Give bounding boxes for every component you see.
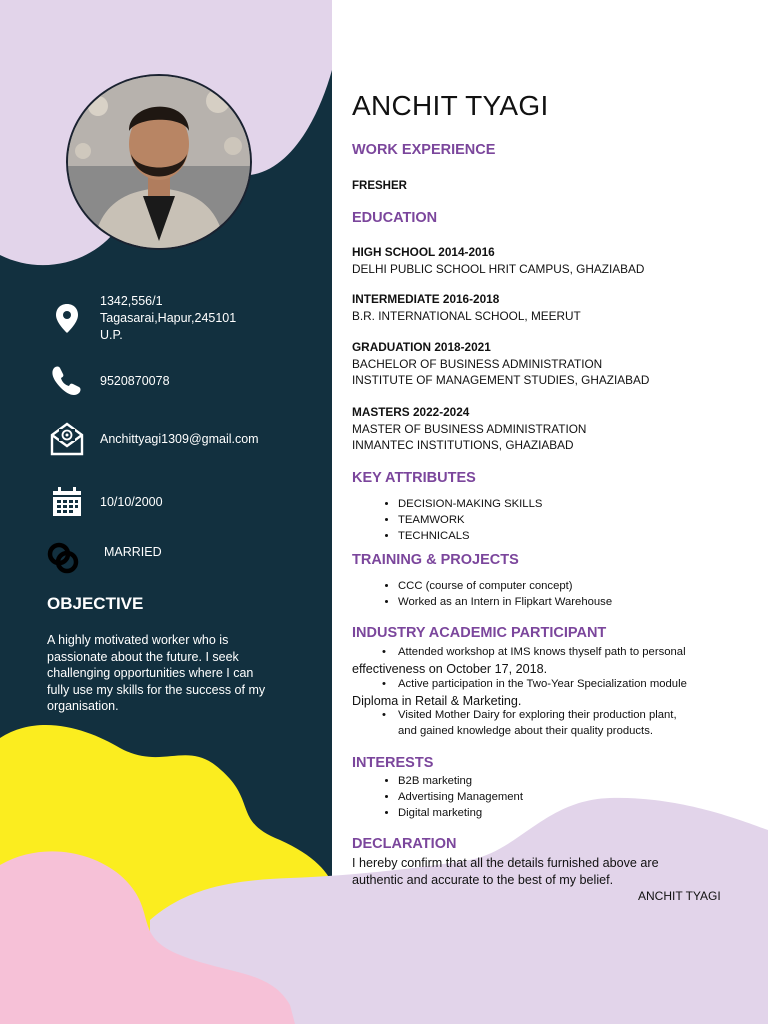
profile-photo	[66, 74, 252, 250]
candidate-name: ANCHIT TYAGI	[352, 90, 549, 121]
industry-item-continuation: effectiveness on October 17, 2018.	[352, 661, 548, 676]
industry-item	[352, 645, 712, 678]
marital-status: MARRIED	[104, 545, 162, 559]
work-experience-heading: WORK EXPERIENCE	[352, 142, 496, 158]
address-line-2: Tagasarai,Hapur,245101	[100, 311, 237, 325]
list-item: • Worked as an Intern in Flipkart Warehouse	[398, 594, 612, 610]
address-line-1: 1342,556/1	[100, 294, 163, 308]
interests-list	[370, 773, 523, 821]
education-entry-line: MASTER OF BUSINESS ADMINISTRATION	[352, 421, 587, 436]
education-entry	[352, 404, 586, 454]
list-item: • Digital marketing	[398, 805, 523, 821]
phone-icon	[48, 362, 84, 398]
objective-text: A highly motivated worker who is passionate about the future. I seek challenging opportunities where I can fully use my skills for the success of my organisation.	[47, 633, 266, 713]
training-projects-heading: TRAINING & PROJECTS	[352, 552, 519, 568]
industry-academic-heading: INDUSTRY ACADEMIC PARTICIPANT	[352, 625, 607, 641]
education-heading: EDUCATION	[352, 210, 438, 226]
industry-item-continuation: and gained knowledge about their quality products.	[398, 724, 653, 737]
date-of-birth: 10/10/2000	[100, 495, 163, 509]
industry-item-text: • Attended workshop at IMS knows thyself path to personal	[380, 645, 712, 661]
industry-item	[352, 677, 712, 710]
declaration-text: I hereby confirm that all the details furnished above are authentic and accurate to the best of my belief.	[352, 856, 659, 887]
industry-item-continuation: Diploma in Retail & Marketing.	[352, 693, 522, 708]
education-entry-line: BACHELOR OF BUSINESS ADMINISTRATION	[352, 356, 603, 371]
list-item: • CCC (course of computer concept)	[398, 578, 612, 594]
education-entry	[352, 339, 649, 389]
objective-heading: OBJECTIVE	[47, 594, 144, 613]
education-entry-heading: HIGH SCHOOL 2014-2016	[352, 245, 495, 259]
phone-number: 9520870078	[100, 374, 170, 388]
list-item: • Advertising Management	[398, 789, 523, 805]
declaration-heading: DECLARATION	[352, 836, 457, 852]
industry-item-text: • Visited Mother Dairy for exploring their production plant,	[380, 708, 710, 724]
education-entry-heading: GRADUATION 2018-2021	[352, 340, 491, 354]
training-projects-list	[370, 578, 612, 610]
education-entry	[352, 244, 644, 277]
declaration-signoff: ANCHIT TYAGI	[638, 889, 721, 903]
calendar-icon	[49, 484, 85, 520]
industry-item	[380, 708, 710, 739]
list-item: • TEAMWORK	[398, 512, 542, 528]
education-entry-line: DELHI PUBLIC SCHOOL HRIT CAMPUS, GHAZIABAD	[352, 261, 645, 276]
education-entry-line: B.R. INTERNATIONAL SCHOOL, MEERUT	[352, 308, 581, 323]
email-icon	[49, 421, 85, 457]
address	[100, 293, 236, 344]
interests-heading: INTERESTS	[352, 755, 434, 771]
education-entry-heading: MASTERS 2022-2024	[352, 405, 470, 419]
rings-icon	[45, 540, 81, 576]
location-pin-icon	[49, 300, 85, 336]
work-experience-text: FRESHER	[352, 180, 407, 192]
industry-item-text: • Active participation in the Two-Year Specialization module	[380, 677, 712, 693]
address-line-3: U.P.	[100, 328, 123, 342]
education-entry-heading: INTERMEDIATE 2016-2018	[352, 292, 500, 306]
email-address: Anchittyagi1309@gmail.com	[100, 432, 259, 446]
key-attributes-heading: KEY ATTRIBUTES	[352, 470, 476, 486]
education-entry	[352, 291, 581, 324]
list-item: • TECHNICALS	[398, 528, 542, 544]
list-item: • B2B marketing	[398, 773, 523, 789]
key-attributes-list	[370, 496, 542, 544]
list-item: • DECISION-MAKING SKILLS	[398, 496, 542, 512]
education-entry-line: INSTITUTE OF MANAGEMENT STUDIES, GHAZIABAD	[352, 373, 650, 387]
education-entry-line: INMANTEC INSTITUTIONS, GHAZIABAD	[352, 438, 574, 452]
